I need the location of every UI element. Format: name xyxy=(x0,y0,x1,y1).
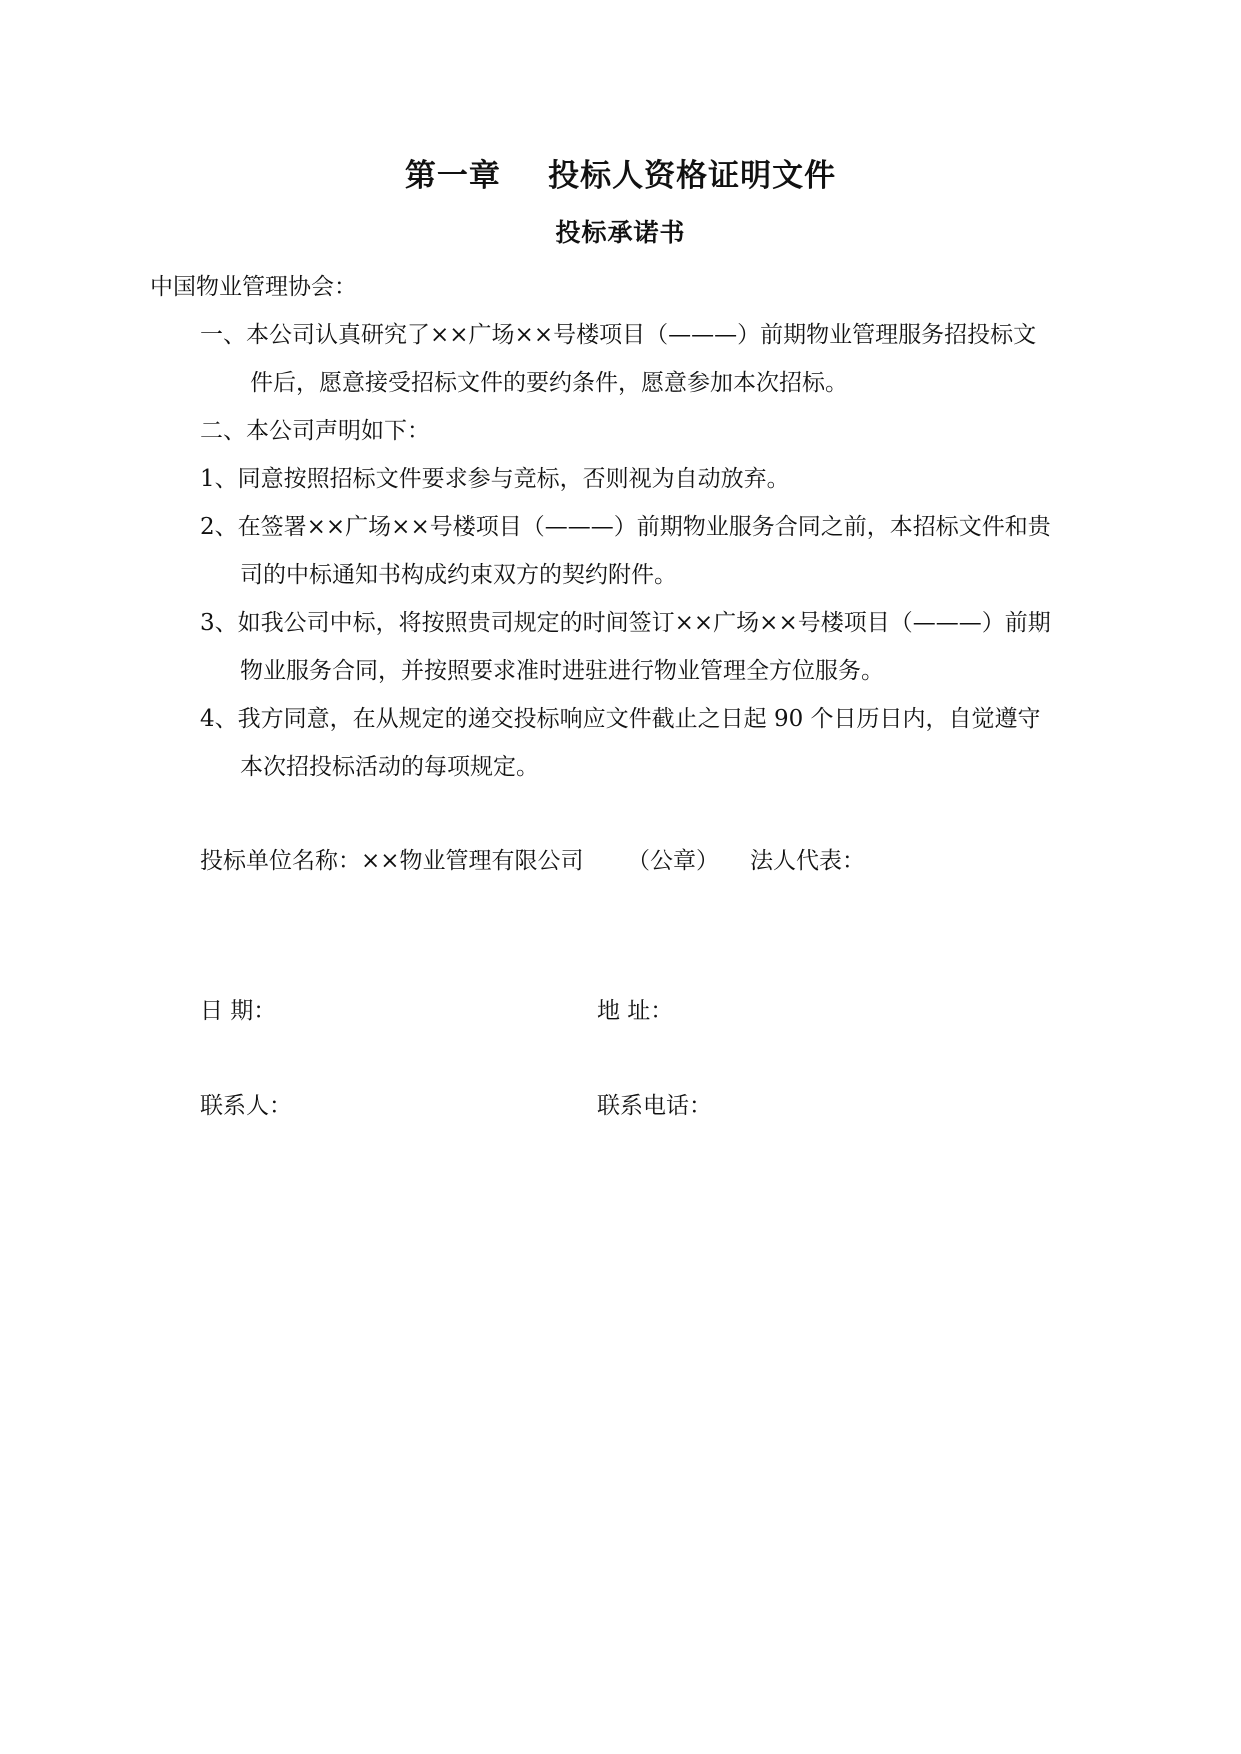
legal-representative-label: 法人代表： xyxy=(750,848,865,874)
bidder-name-label: 投标单位名称：××物业管理有限公司 xyxy=(200,848,584,874)
item-2-line-1: 2、在签署××广场××号楼项目（———）前期物业服务合同之前，本招标文件和贵 xyxy=(200,514,1051,540)
address-label: 地 址： xyxy=(597,998,674,1024)
paragraph-1-line-1: 一、本公司认真研究了××广场××号楼项目（———）前期物业管理服务招投标文 xyxy=(200,322,1037,348)
contact-phone-label: 联系电话： xyxy=(597,1093,712,1119)
contact-person-label: 联系人： xyxy=(200,1093,292,1119)
item-2-line-2: 司的中标通知书构成约束双方的契约附件。 xyxy=(240,562,677,588)
chapter-title: 第一章 投标人资格证明文件 xyxy=(404,158,837,194)
item-3-line-1: 3、如我公司中标，将按照贵司规定的时间签订××广场××号楼项目（———）前期 xyxy=(200,610,1051,636)
paragraph-2-line-1: 二、本公司声明如下： xyxy=(200,418,430,444)
seal-label: （公章） xyxy=(627,848,719,874)
paragraph-1-line-2: 件后，愿意接受招标文件的要约条件，愿意参加本次招标。 xyxy=(250,370,848,396)
item-1-line-1: 1、同意按照招标文件要求参与竞标，否则视为自动放弃。 xyxy=(200,466,790,492)
addressee: 中国物业管理协会： xyxy=(150,274,357,300)
date-label: 日 期： xyxy=(200,998,277,1024)
item-4-line-1: 4、我方同意，在从规定的递交投标响应文件截止之日起 90 个日历日内，自觉遵守 xyxy=(200,706,1041,732)
signature-bidder-row xyxy=(200,846,584,876)
item-3-line-2: 物业服务合同，并按照要求准时进驻进行物业管理全方位服务。 xyxy=(240,658,884,684)
item-4-line-2: 本次招投标活动的每项规定。 xyxy=(240,754,539,780)
document-subtitle: 投标承诺书 xyxy=(555,218,686,247)
